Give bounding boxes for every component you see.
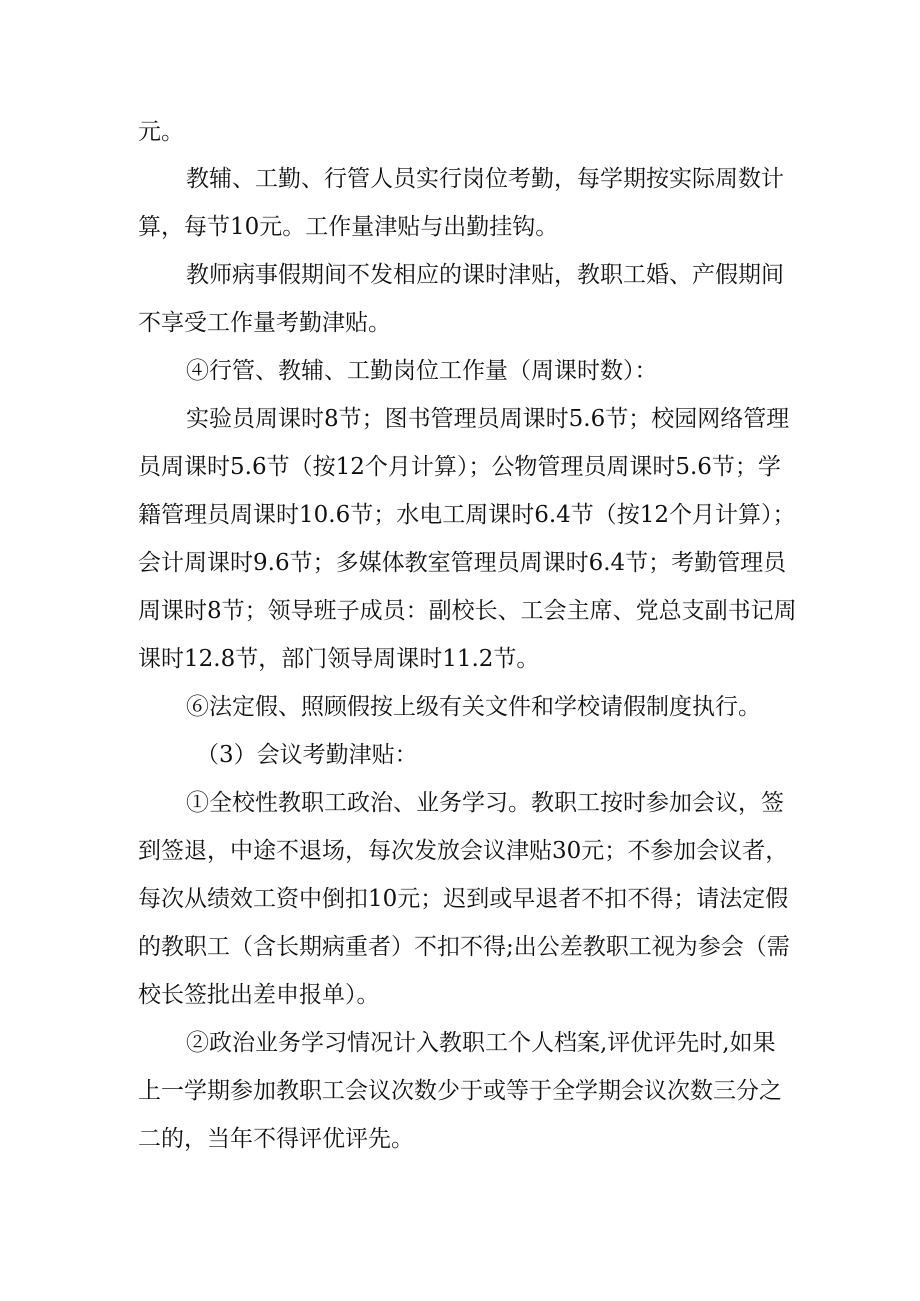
text-line: 到签退，中途不退场，每次发放会议津贴30元；不参加会议者， bbox=[138, 838, 789, 864]
text-line: 不享受工作量考勤津贴。 bbox=[138, 310, 391, 336]
text-line: ④行管、教辅、工勤岗位工作量（周课时数）： bbox=[186, 358, 658, 384]
text-line: ⑥法定假、照顾假按上级有关文件和学校请假制度执行。 bbox=[186, 694, 761, 720]
text-line: 每次从绩效工资中倒扣10元；迟到或早退者不扣不得；请法定假 bbox=[138, 886, 789, 912]
text-line: 校长签批出差申报单）。 bbox=[138, 982, 380, 1008]
text-line: ②政治业务学习情况计入教职工个人档案,评优评先时,如果 bbox=[186, 1030, 776, 1056]
text-line: 教辅、工勤、行管人员实行岗位考勤，每学期按实际周数计 bbox=[186, 166, 784, 192]
text-line: 算，每节10元。工作量津贴与出勤挂钩。 bbox=[138, 214, 559, 240]
text-line: 元。 bbox=[138, 119, 184, 145]
text-line: ①全校性教职工政治、业务学习。教职工按时参加会议，签 bbox=[186, 790, 784, 816]
text-line: 员周课时5.6节（按12个月计算）；公物管理员周课时5.6节；学 bbox=[138, 454, 781, 480]
text-line: 籍管理员周课时10.6节；水电工周课时6.4节（按12个月计算）； bbox=[138, 502, 796, 528]
text-line: 会计周课时9.6节；多媒体教室管理员周课时6.4节；考勤管理员 bbox=[138, 550, 787, 576]
text-line: 实验员周课时8节；图书管理员周课时5.6节；校园网络管理 bbox=[186, 406, 790, 432]
text-line: 的教职工（含长期病重者）不扣不得;出公差教职工视为参会（需 bbox=[138, 934, 790, 960]
text-line: 周课时8节；领导班子成员：副校长、工会主席、党总支副书记周 bbox=[138, 598, 797, 624]
text-line: 课时12.8节，部门领导周课时11.2节。 bbox=[138, 646, 540, 672]
text-line: 二的，当年不得评优评先。 bbox=[138, 1126, 414, 1152]
text-line: （3）会议考勤津贴： bbox=[196, 742, 418, 768]
text-line: 教师病事假期间不发相应的课时津贴，教职工婚、产假期间 bbox=[186, 262, 784, 288]
text-line: 上一学期参加教职工会议次数少于或等于全学期会议次数三分之 bbox=[138, 1078, 782, 1104]
